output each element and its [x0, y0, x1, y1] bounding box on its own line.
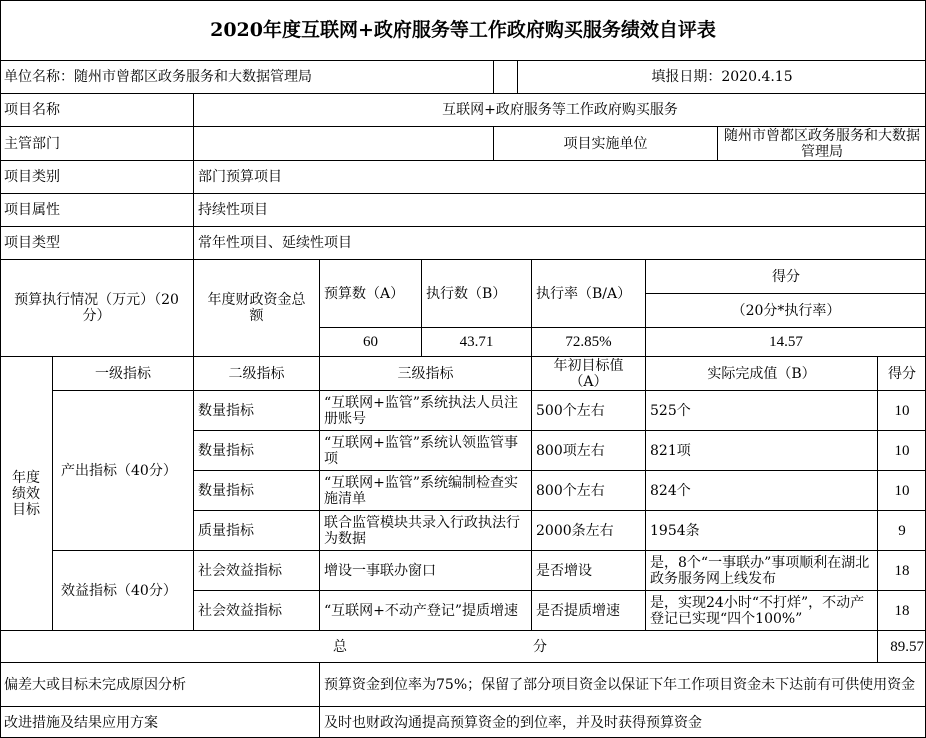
type-label: 项目类型: [0, 226, 193, 259]
row-level3: “互联网+不动产登记”提质增速: [319, 590, 531, 630]
total-value: 89.57: [877, 630, 926, 662]
row-level2: 数量指标: [193, 430, 319, 470]
score-formula: （20分*执行率）: [645, 293, 926, 327]
row-level3: 增设一事联办窗口: [319, 550, 531, 590]
project-name-value: 互联网+政府服务等工作政府购买服务: [193, 93, 926, 126]
type-value: 常年性项目、延续性项目: [193, 226, 926, 259]
perf-section-label: 年度绩效目标: [0, 356, 52, 630]
row-level2: 数量指标: [193, 470, 319, 510]
row-target: 500个左右: [531, 390, 645, 430]
row-level2: 社会效益指标: [193, 550, 319, 590]
header-target: 年初目标值（A）: [531, 356, 645, 390]
improve-value: 及时也财政沟通提高预算资金的到位率，并及时获得预算资金: [319, 706, 926, 738]
deviation-label: 偏差大或目标未完成原因分析: [0, 662, 319, 706]
project-name-label: 项目名称: [0, 93, 193, 126]
row-actual: 821项: [645, 430, 877, 470]
header-actual: 实际完成值（B）: [645, 356, 877, 390]
total-label-1: 总: [333, 638, 347, 655]
category-value: 部门预算项目: [193, 160, 926, 193]
row-actual: 824个: [645, 470, 877, 510]
row-actual: 525个: [645, 390, 877, 430]
header-level2: 二级指标: [193, 356, 319, 390]
row-target: 800项左右: [531, 430, 645, 470]
total-label-cell: [0, 630, 877, 662]
score-header: 得分: [645, 259, 926, 293]
attribute-value: 持续性项目: [193, 193, 926, 226]
row-level3: “互联网+监管”系统编制检查实施清单: [319, 470, 531, 510]
header-level1: 一级指标: [52, 356, 193, 390]
row-level3: 联合监管模块共录入行政执法行为数据: [319, 510, 531, 550]
row-actual: 是，实现24小时“不打烊”，不动产登记已实现“四个100%”: [645, 590, 877, 630]
rate-value: 72.85%: [531, 327, 645, 356]
row-score: 10: [877, 390, 926, 430]
fill-date-value: 2020.4.15: [721, 69, 793, 85]
row-score: 10: [877, 430, 926, 470]
annual-fund-label: 年度财政资金总额: [193, 259, 319, 356]
row-score: 10: [877, 470, 926, 510]
row-score: 9: [877, 510, 926, 550]
deviation-value: 预算资金到位率为75%；保留了部分项目资金以保证下年工作项目资金未下达前有可供使用资金: [319, 662, 926, 706]
category-label: 项目类别: [0, 160, 193, 193]
row-actual: 1954条: [645, 510, 877, 550]
benefit-indicator-label: 效益指标（40分）: [52, 550, 193, 630]
row-level3: “互联网+监管”系统执法人员注册账号: [319, 390, 531, 430]
output-indicator-label: 产出指标（40分）: [52, 390, 193, 550]
rate-header: 执行率（B/A）: [531, 259, 645, 327]
row-level2: 质量指标: [193, 510, 319, 550]
impl-unit-value: 随州市曾都区政务服务和大数据管理局: [717, 126, 926, 160]
header-level3: 三级指标: [319, 356, 531, 390]
budget-score-value: 14.57: [645, 327, 926, 356]
row-level2: 数量指标: [193, 390, 319, 430]
row-actual: 是，8个“一事联办”事项顺利在湖北政务服务网上线发布: [645, 550, 877, 590]
improve-label: 改进措施及结果应用方案: [0, 706, 319, 738]
unit-name-value: 随州市曾都区政务服务和大数据管理局: [74, 69, 312, 85]
exec-value: 43.71: [421, 327, 531, 356]
row-score: 18: [877, 550, 926, 590]
budget-header: 预算数（A）: [319, 259, 421, 327]
exec-header: 执行数（B）: [421, 259, 531, 327]
row-level3: “互联网+监管”系统认领监管事项: [319, 430, 531, 470]
row-score: 18: [877, 590, 926, 630]
budget-value: 60: [319, 327, 421, 356]
unit-name-label: 单位名称：: [4, 69, 74, 85]
row-target: 是否增设: [531, 550, 645, 590]
impl-unit-label: 项目实施单位: [493, 126, 717, 160]
row-target: 2000条左右: [531, 510, 645, 550]
attribute-label: 项目属性: [0, 193, 193, 226]
header-score: 得分: [877, 356, 926, 390]
row-target: 是否提质增速: [531, 590, 645, 630]
budget-label: 预算执行情况（万元）（20分）: [0, 259, 193, 356]
fill-date-label: 填报日期：: [651, 69, 722, 85]
total-label-2: 分: [533, 638, 547, 655]
empty-cell: [493, 60, 517, 93]
row-level2: 社会效益指标: [193, 590, 319, 630]
supervisor-value: [193, 126, 493, 160]
supervisor-label: 主管部门: [0, 126, 193, 160]
unit-name-cell: [0, 60, 493, 93]
row-target: 800个左右: [531, 470, 645, 510]
fill-date-cell: [517, 60, 926, 93]
form-title: 2020年度互联网+政府服务等工作政府购买服务绩效自评表: [210, 19, 716, 41]
